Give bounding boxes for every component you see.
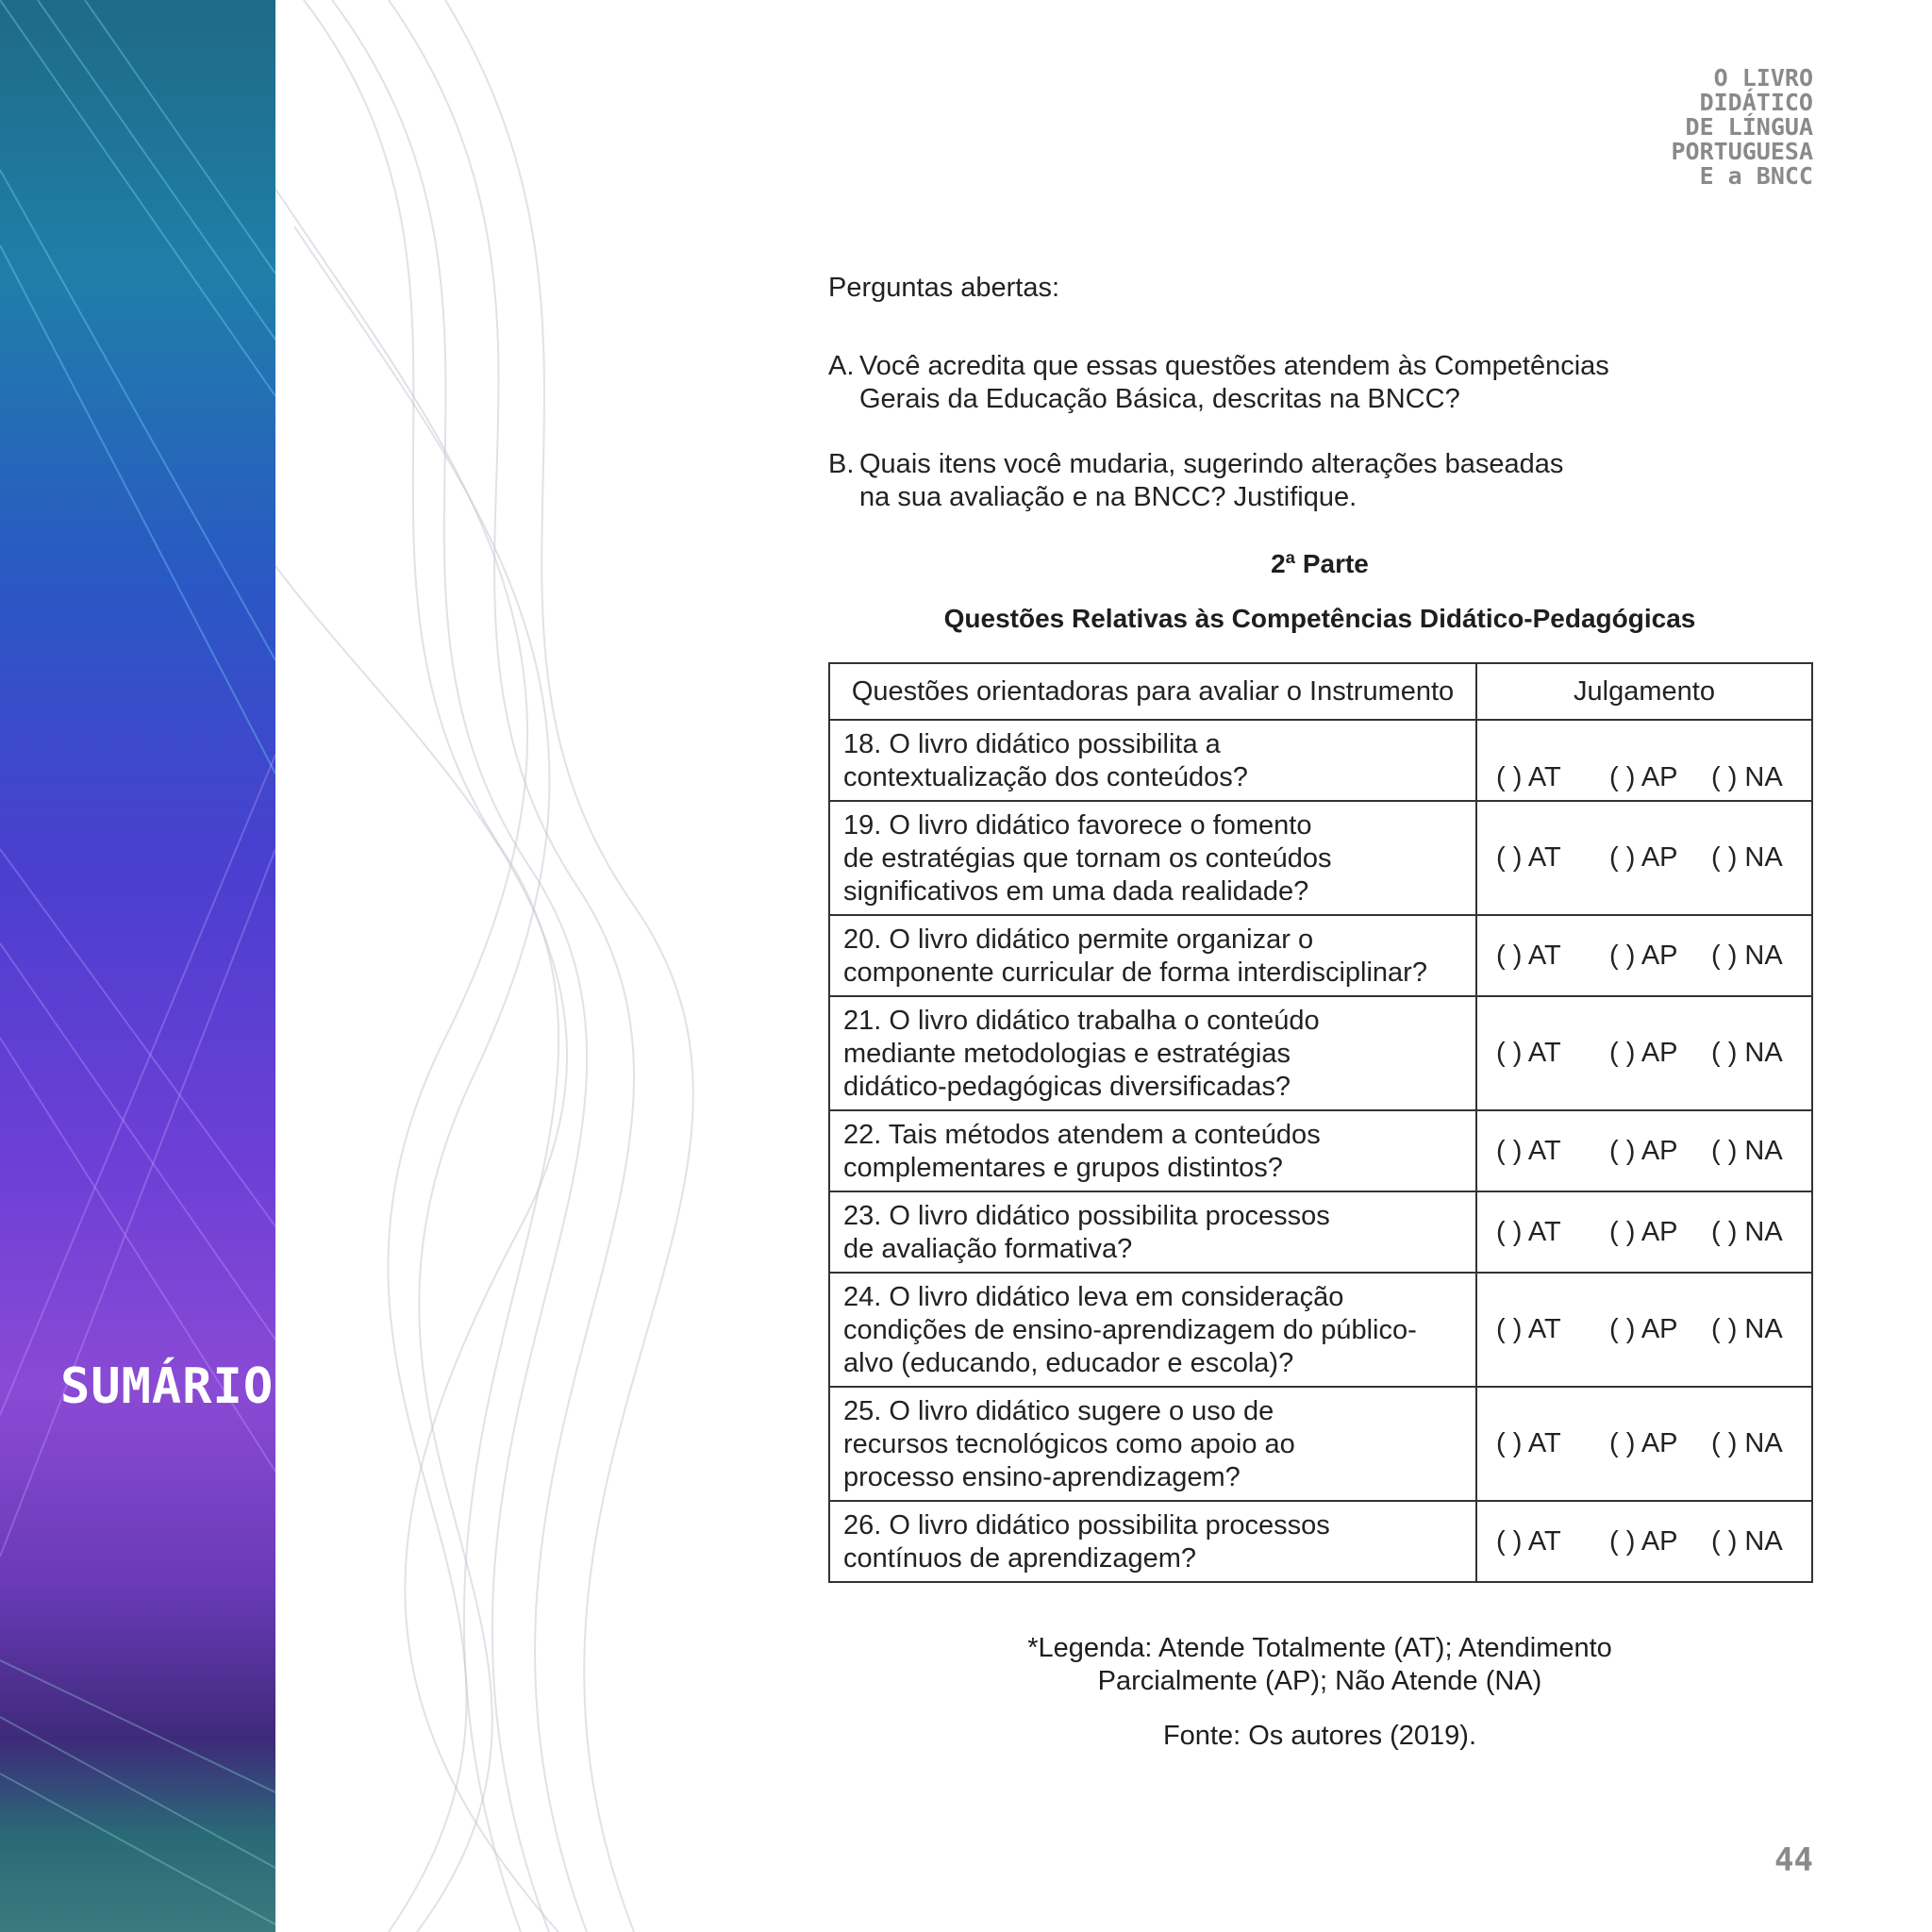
- judgment-cell: [1476, 1501, 1812, 1582]
- judgment-cell: [1476, 1191, 1812, 1273]
- option-na[interactable]: ( ) NA: [1711, 1314, 1783, 1344]
- question-cell: [829, 1191, 1476, 1273]
- option-ap[interactable]: ( ) AP: [1609, 1038, 1678, 1068]
- table-header-row: [829, 663, 1812, 720]
- table-row: [829, 720, 1812, 801]
- table-row: [829, 1110, 1812, 1191]
- question-text: Quais itens você mudaria, sugerindo alterações baseadas: [859, 449, 1564, 479]
- question-line: 20. O livro didático permite organizar o: [843, 924, 1314, 955]
- open-question-a: [828, 350, 1640, 416]
- option-na[interactable]: ( ) NA: [1711, 1216, 1783, 1247]
- question-line: 24. O livro didático leva em consideração: [843, 1282, 1344, 1312]
- option-at[interactable]: ( ) AT: [1496, 1525, 1561, 1557]
- option-at[interactable]: ( ) AT: [1496, 1135, 1561, 1166]
- question-cell: [829, 1501, 1476, 1582]
- option-ap[interactable]: ( ) AP: [1609, 1216, 1678, 1247]
- option-at[interactable]: ( ) AT: [1496, 842, 1561, 873]
- judgment-cell: [1476, 720, 1812, 801]
- table-row: [829, 915, 1812, 996]
- column-header-questions: Questões orientadoras para avaliar o Instrumento: [829, 663, 1476, 720]
- section-title: Questões Relativas às Competências Didático-Pedagógicas: [943, 604, 1696, 633]
- option-na[interactable]: ( ) NA: [1711, 1525, 1783, 1557]
- table-row: [829, 1273, 1812, 1387]
- question-cell: [829, 801, 1476, 915]
- question-line: 19. O livro didático favorece o fomento: [843, 810, 1312, 841]
- option-ap[interactable]: ( ) AP: [1609, 1525, 1678, 1557]
- judgment-cell: [1476, 915, 1812, 996]
- table-row: [829, 1501, 1812, 1582]
- book-title-line: O LIVRO: [1713, 64, 1813, 92]
- question-text: na sua avaliação e na BNCC? Justifique.: [859, 482, 1357, 512]
- question-cell: [829, 996, 1476, 1110]
- table-legend: [828, 1632, 1811, 1698]
- option-ap[interactable]: ( ) AP: [1609, 1314, 1678, 1344]
- judgment-cell: [1476, 996, 1812, 1110]
- sumario-link[interactable]: SUMÁRIO: [60, 1358, 275, 1415]
- question-cell: [829, 720, 1476, 801]
- legend-line: *Legenda: Atende Totalmente (AT); Atendimento: [1027, 1633, 1612, 1663]
- question-line: de estratégias que tornam os conteúdos: [843, 843, 1332, 874]
- table-row: [829, 1191, 1812, 1273]
- judgment-cell: [1476, 1273, 1812, 1387]
- column-header-judgment: Julgamento: [1476, 663, 1812, 720]
- option-ap[interactable]: ( ) AP: [1609, 1135, 1678, 1166]
- book-title-line: E a BNCC: [1699, 162, 1813, 190]
- abstract-lines-graphic: [0, 0, 275, 1932]
- option-at[interactable]: ( ) AT: [1496, 762, 1561, 792]
- option-at[interactable]: ( ) AT: [1496, 940, 1561, 971]
- book-title-line: PORTUGUESA: [1671, 138, 1813, 165]
- question-line: 18. O livro didático possibilita a: [843, 729, 1221, 759]
- evaluation-table: [828, 662, 1813, 1583]
- side-decoration-band: [0, 0, 275, 1932]
- question-cell: [829, 1273, 1476, 1387]
- option-na[interactable]: ( ) NA: [1711, 940, 1783, 971]
- legend-line: Parcialmente (AP); Não Atende (NA): [1097, 1666, 1542, 1696]
- book-title-line: DE LÍNGUA: [1685, 113, 1813, 141]
- table-source: Fonte: Os autores (2019).: [1162, 1721, 1477, 1751]
- option-na[interactable]: ( ) NA: [1711, 842, 1783, 873]
- book-title: [1568, 66, 1813, 189]
- option-at[interactable]: ( ) AT: [1496, 1314, 1561, 1344]
- question-line: contextualização dos conteúdos?: [843, 762, 1248, 792]
- question-line: contínuos de aprendizagem?: [843, 1543, 1197, 1574]
- question-line: 21. O livro didático trabalha o conteúdo: [843, 1006, 1320, 1036]
- option-at[interactable]: ( ) AT: [1496, 1216, 1561, 1247]
- question-line: recursos tecnológicos como apoio ao: [843, 1429, 1295, 1459]
- question-line: mediante metodologias e estratégias: [843, 1039, 1291, 1069]
- open-question-b: [828, 448, 1640, 514]
- question-line: didático-pedagógicas diversificadas?: [843, 1072, 1291, 1102]
- table-row: [829, 996, 1812, 1110]
- table-row: [829, 801, 1812, 915]
- wave-decoration: [275, 0, 709, 1932]
- judgment-cell: [1476, 1387, 1812, 1501]
- option-na[interactable]: ( ) NA: [1711, 1038, 1783, 1068]
- option-ap[interactable]: ( ) AP: [1609, 1428, 1678, 1458]
- question-line: 26. O livro didático possibilita processos: [843, 1510, 1330, 1541]
- option-ap[interactable]: ( ) AP: [1609, 762, 1678, 792]
- book-title-line: DIDÁTICO: [1699, 89, 1813, 116]
- question-cell: [829, 915, 1476, 996]
- question-line: componente curricular de forma interdisciplinar?: [843, 958, 1427, 988]
- table-row: [829, 1387, 1812, 1501]
- question-cell: [829, 1110, 1476, 1191]
- part-heading: 2ª Parte: [1271, 549, 1369, 578]
- question-line: 23. O livro didático possibilita processos: [843, 1201, 1330, 1231]
- question-cell: [829, 1387, 1476, 1501]
- option-at[interactable]: ( ) AT: [1496, 1038, 1561, 1068]
- question-line: 25. O livro didático sugere o uso de: [843, 1396, 1274, 1426]
- question-line: condições de ensino-aprendizagem do público-: [843, 1315, 1417, 1345]
- open-questions-intro: Perguntas abertas:: [828, 273, 1060, 303]
- option-ap[interactable]: ( ) AP: [1609, 940, 1678, 971]
- question-line: complementares e grupos distintos?: [843, 1153, 1283, 1183]
- question-text: Gerais da Educação Básica, descritas na BNCC?: [859, 384, 1460, 414]
- judgment-cell: [1476, 1110, 1812, 1191]
- question-line: 22. Tais métodos atendem a conteúdos: [843, 1120, 1321, 1150]
- question-text: Você acredita que essas questões atendem às Competências: [859, 351, 1609, 381]
- option-na[interactable]: ( ) NA: [1711, 762, 1783, 792]
- option-at[interactable]: ( ) AT: [1496, 1428, 1561, 1458]
- question-line: de avaliação formativa?: [843, 1234, 1133, 1264]
- option-na[interactable]: ( ) NA: [1711, 1135, 1783, 1166]
- question-letter: B.: [828, 449, 855, 479]
- question-letter: A.: [828, 351, 855, 381]
- question-line: processo ensino-aprendizagem?: [843, 1462, 1241, 1492]
- page-number: 44: [1774, 1841, 1813, 1879]
- option-na[interactable]: ( ) NA: [1711, 1428, 1783, 1458]
- question-line: alvo (educando, educador e escola)?: [843, 1348, 1294, 1378]
- question-line: significativos em uma dada realidade?: [843, 876, 1309, 907]
- option-ap[interactable]: ( ) AP: [1609, 842, 1678, 873]
- judgment-cell: [1476, 801, 1812, 915]
